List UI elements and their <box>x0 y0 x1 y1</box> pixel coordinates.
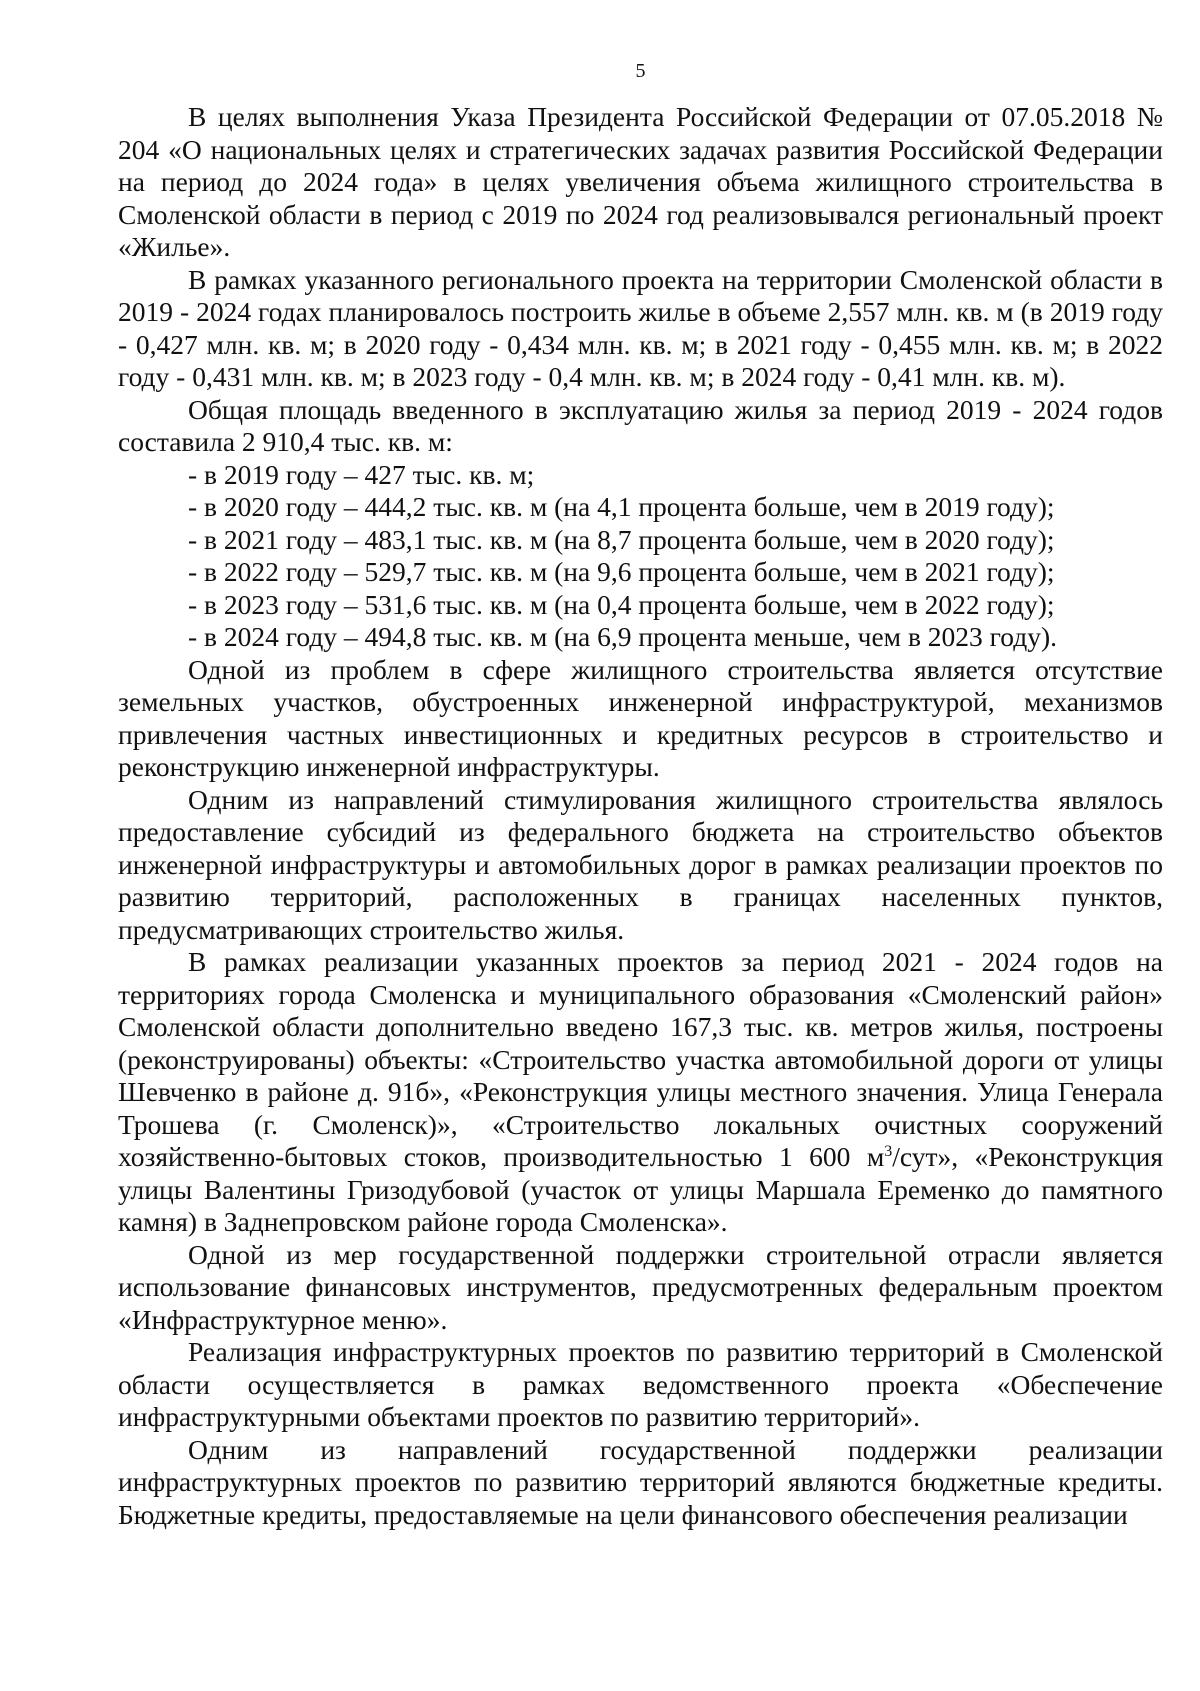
paragraph-decree: В целях выполнения Указа Президента Российской Федерации от 07.05.2018 № 204 «О национальных целях и стратегических задачах развития Российской Федерации на период до 2024 года» в целях увеличения объема жилищного строительства в Смоленской области в период с 2019 по 2024 год реализовывался региональный проект «Жилье». <box>118 101 1163 262</box>
projects-text-part1: В рамках реализации указанных проектов за период 2021 - 2024 годов на территориях города Смоленска и муниципального образования «Смоленский район» Смоленской области дополнительно введено 167,3 тыс. кв. метров жилья, построены (реконструированы) объекты: «Строительство участка автомобильной дороги от улицы Шевченко в районе д. 91б», «Реконструкция улицы местного значения. Улица Генерала Трошева (г. Смоленск)», «Строительство локальных очистных сооружений хозяйственно-бытовых стоков, производительностью 1 600 м <box>118 946 1163 1172</box>
paragraph-projects <box>118 946 1163 1239</box>
paragraph-infrastructure-menu: Одной из мер государственной поддержки строительной отрасли является использование финансовых инструментов, предусмотренных федеральным проектом «Инфраструктурное меню». <box>118 1238 1163 1335</box>
list-item: - в 2021 году – 483,1 тыс. кв. м (на 8,7 процента больше, чем в 2020 году); <box>188 523 1055 555</box>
list-item: - в 2023 году – 531,6 тыс. кв. м (на 0,4 процента больше, чем в 2022 году); <box>188 588 1055 620</box>
paragraph-subsidies: Одним из направлений стимулирования жилищного строительства являлось предоставление субсидий из федерального бюджета на строительство объектов инженерной инфраструктуры и автомобильных дорог в рамках реализации проектов по развитию территорий, расположенных в границах населенных пунктов, предусматривающих строительство жилья. <box>118 783 1163 945</box>
projects-text-part2: /сут», «Реконструкция улицы Валентины Гризодубовой (участок от улицы Маршала Еременко до памятного камня) в Заднепровском районе города Смоленска». <box>118 1141 1163 1237</box>
list-item: - в 2020 году – 444,2 тыс. кв. м (на 4,1 процента больше, чем в 2019 году); <box>188 491 1055 522</box>
document-page <box>118 60 1163 1531</box>
cubic-superscript: 3 <box>884 1142 893 1160</box>
page-number: 5 <box>635 60 646 82</box>
yearly-area-list <box>118 459 1163 654</box>
paragraph-problems: Одной из проблем в сфере жилищного строительства является отсутствие земельных участков, обустроенных инженерной инфраструктурой, механизмов привлечения частных инвестиционных и кредитных ресурсов в строительство и реконструкцию инженерной инфраструктуры. <box>118 653 1163 782</box>
list-item: - в 2019 году – 427 тыс. кв. м; <box>188 458 535 490</box>
paragraph-total-area: Общая площадь введенного в эксплуатацию жилья за период 2019 - 2024 годов составила 2 910,4 тыс. кв. м: <box>118 393 1163 457</box>
paragraph-budget-credits: Одним из направлений государственной поддержки реализации инфраструктурных проектов по развитию территорий являются бюджетные кредиты. Бюджетные кредиты, предоставляемые на цели финансового обеспечения реализации <box>118 1433 1163 1530</box>
paragraph-plan: В рамках указанного регионального проекта на территории Смоленской области в 2019 - 2024 годах планировалось построить жилье в объеме 2,557 млн. кв. м (в 2019 году - 0,427 млн. кв. м; в 2020 году - 0,434 млн. кв. м; в 2021 году - 0,455 млн. кв. м; в 2022 году - 0,431 млн. кв. м; в 2023 году - 0,4 млн. кв. м; в 2024 году - 0,41 млн. кв. м). <box>118 263 1163 392</box>
paragraph-departmental-project: Реализация инфраструктурных проектов по развитию территорий в Смоленской области осуществляется в рамках ведомственного проекта «Обеспечение инфраструктурными объектами проектов по развитию территорий». <box>118 1336 1163 1432</box>
list-item: - в 2022 году – 529,7 тыс. кв. м (на 9,6 процента больше, чем в 2021 году); <box>188 556 1055 587</box>
list-item: - в 2024 году – 494,8 тыс. кв. м (на 6,9 процента меньше, чем в 2023 году). <box>188 621 1058 652</box>
